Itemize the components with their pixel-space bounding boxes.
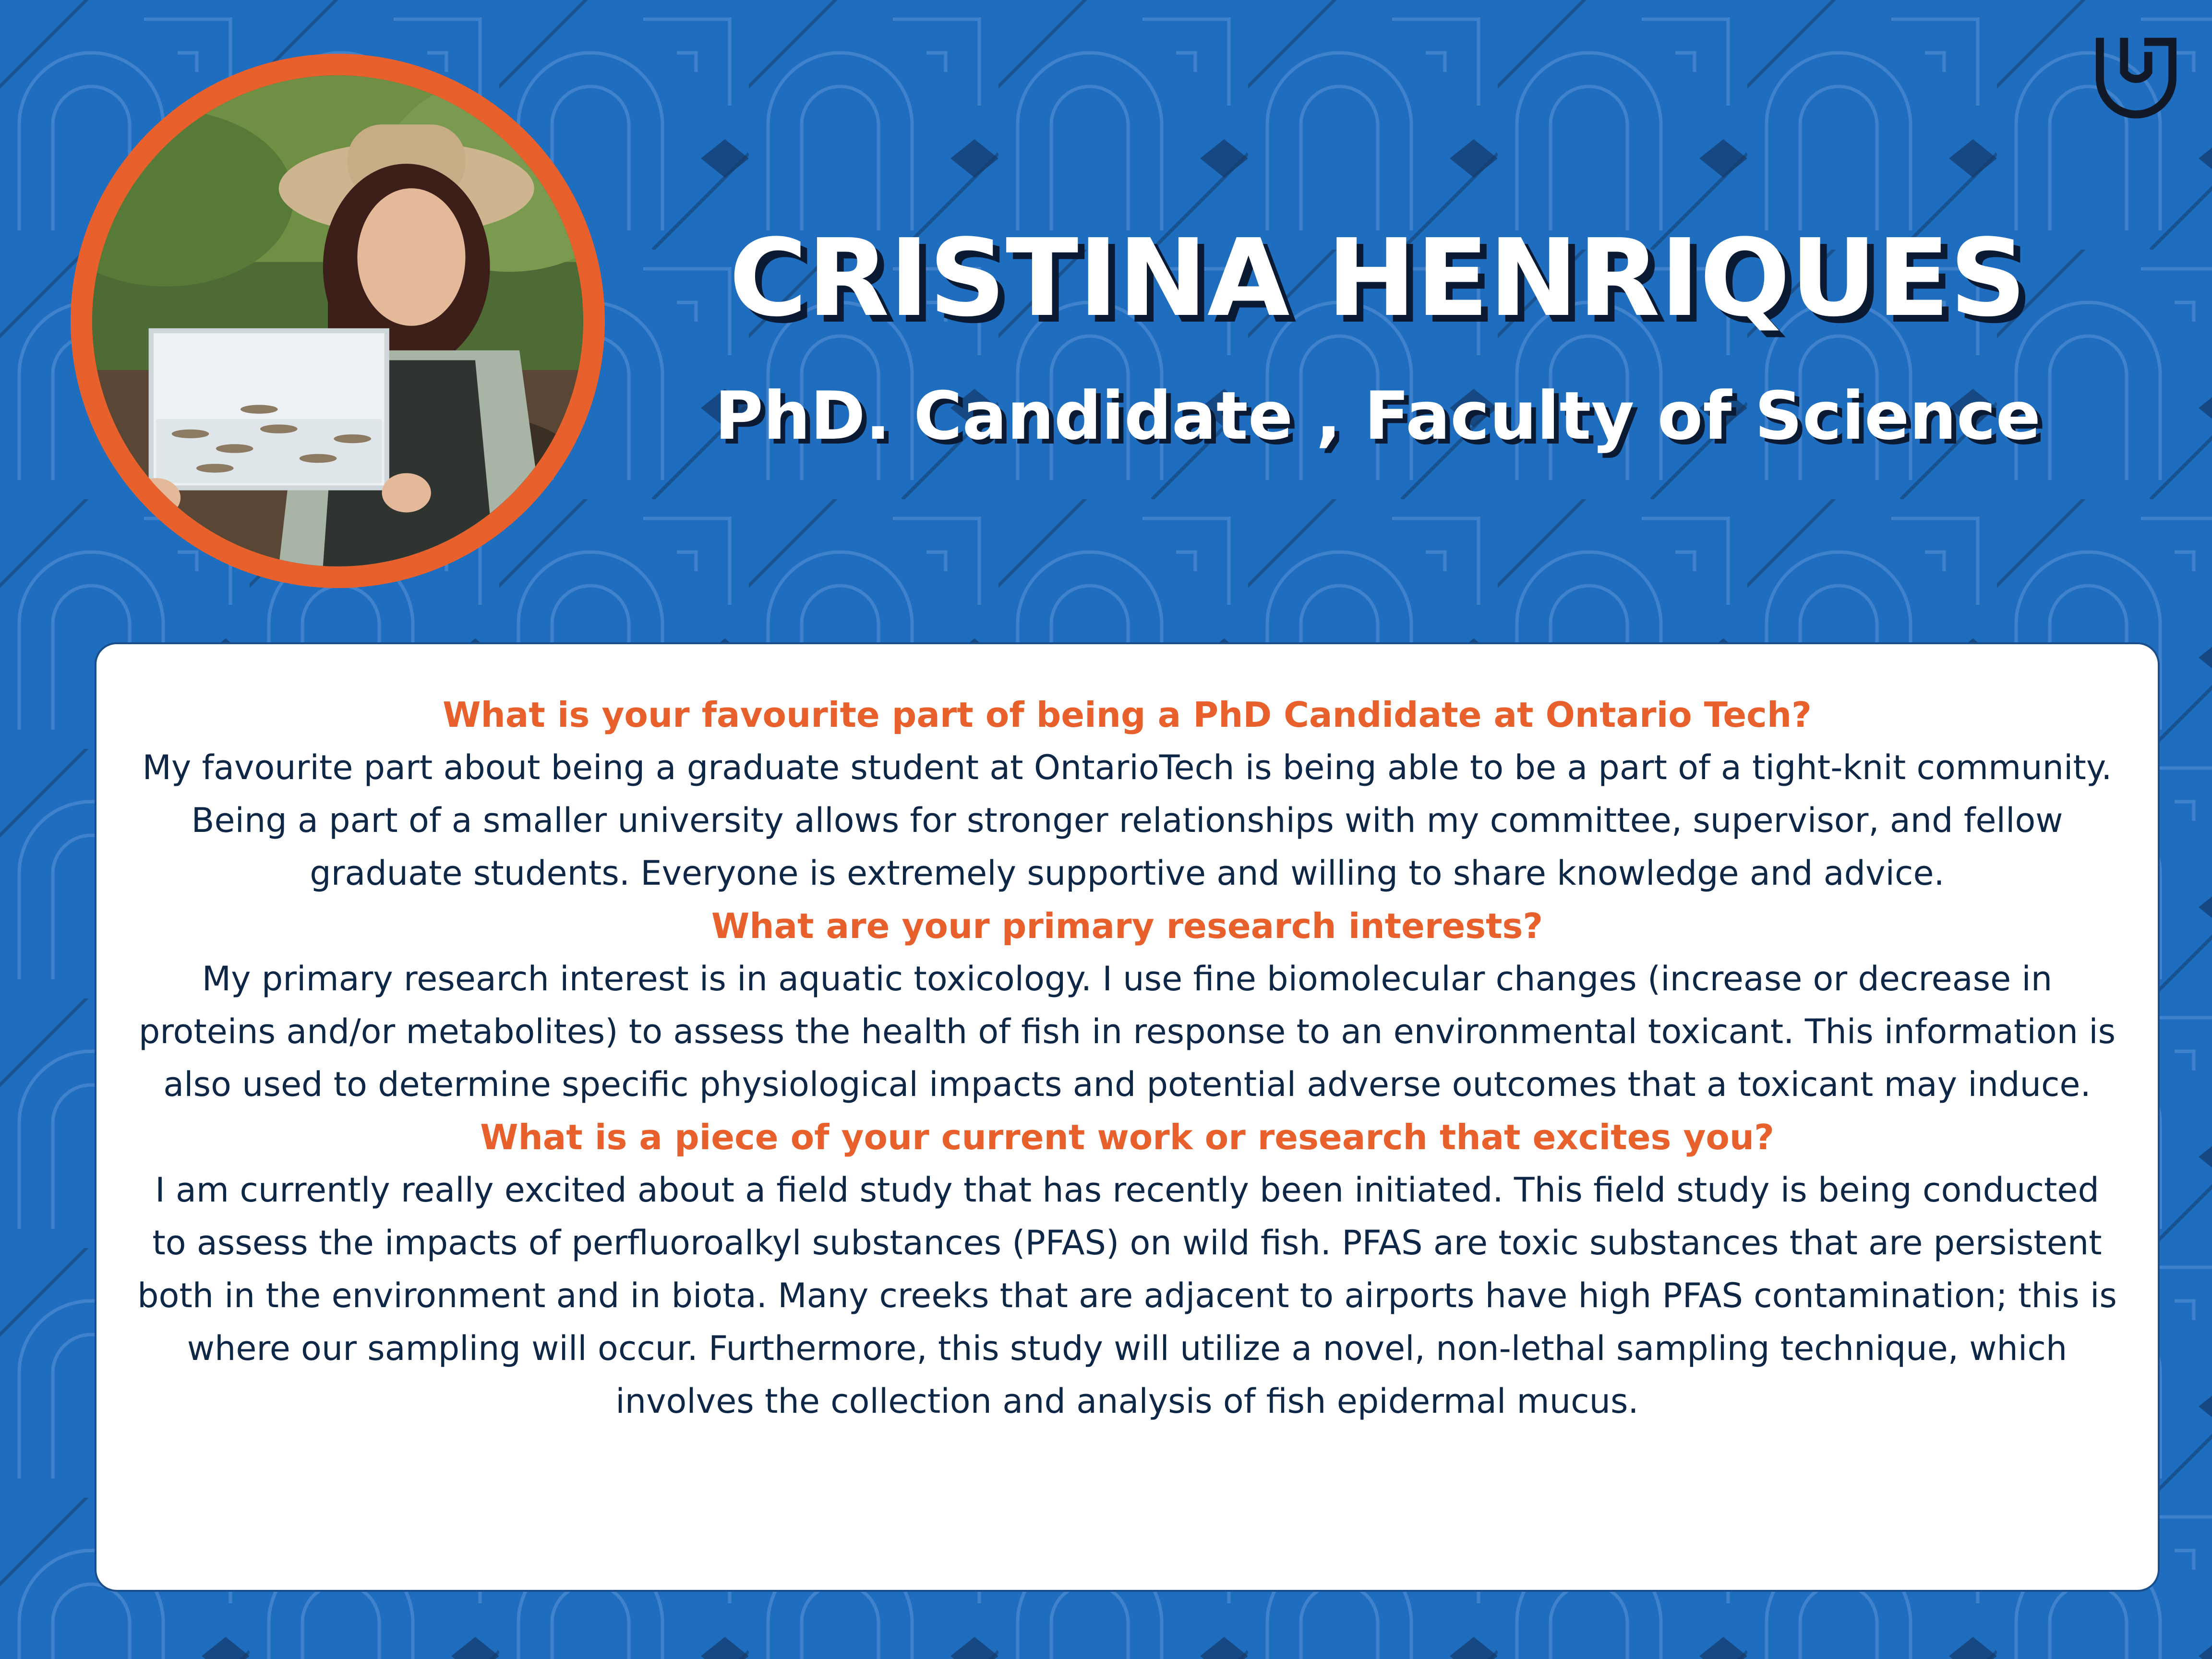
university-shield-logo-icon — [2086, 30, 2187, 131]
answer-current-work: I am currently really excited about a field study that has recently been initiated. This field study is being conducted to assess the impacts of perfluoroalkyl substances (PFAS) on wild fish. PFAS are toxic substances that are persistent both in the environment and in biota. Many creeks that are adjacent to airports have high PFAS contamination; this is where our sampling will occur. Furthermore, this study will utilize a novel, non-lethal sampling technique, which involves the collection and analysis of fish epidermal mucus. — [137, 1170, 2117, 1421]
answer-research-interests: My primary research interest is in aquatic toxicology. I use fine biomolecular changes (increase or decrease in proteins and/or metabolites) to assess the health of fish in response to an environmental toxicant. This information is also used to determine specific physiological impacts and potential adverse outcomes that a toxicant may induce. — [138, 959, 2116, 1104]
portrait-frame — [71, 54, 605, 588]
question-favourite-part: What is your favourite part of being a PhD Candidate at Ontario Tech? — [443, 695, 1812, 735]
person-role: PhD. Candidate , Faculty of Science — [714, 377, 2041, 455]
person-name: CRISTINA HENRIQUES — [729, 216, 2027, 340]
question-research-interests: What are your primary research interests? — [711, 906, 1543, 946]
qa-item — [135, 900, 2119, 1111]
question-current-work: What is a piece of your current work or research that excites you? — [480, 1117, 1774, 1157]
qa-item — [135, 688, 2119, 900]
portrait-photo — [92, 75, 583, 566]
qa-card — [95, 642, 2160, 1592]
answer-favourite-part: My favourite part about being a graduate student at OntarioTech is being able to be a part of a tight-knit community. Being a part of a smaller university allows for stronger relationships with my committee, supervisor, and fellow graduate students. Everyone is extremely supportive and willing to share knowledge and advice. — [142, 748, 2112, 893]
qa-item — [135, 1111, 2119, 1428]
